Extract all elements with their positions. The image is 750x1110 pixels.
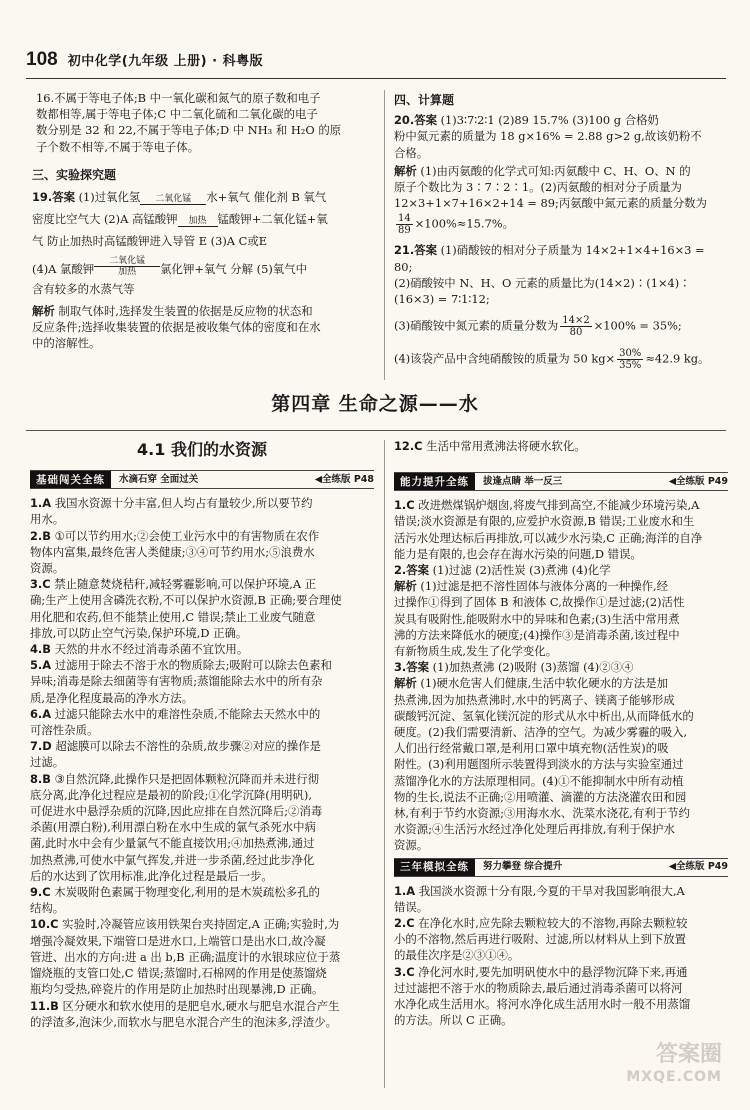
banner-slogan: 拔逢点睛 举一反三 xyxy=(483,475,563,487)
text-line: 用化肥和农药,但不能禁止使用,C 错误;禁止工业废气随意 xyxy=(30,609,316,624)
reaction-arrow xyxy=(94,256,160,277)
item-number: 1.A xyxy=(30,496,52,511)
denominator: 35% xyxy=(619,360,642,372)
text-line xyxy=(30,916,374,932)
answer-list xyxy=(394,883,728,1029)
item-number: 1.C xyxy=(394,498,415,513)
denominator: 80 xyxy=(569,327,583,339)
text-line: 沸的方法来降低水的硬度;(4)操作③是消毒杀菌,该过程中 xyxy=(394,627,680,642)
text-line: 后的水达到了饮用标准,此净化过程是最后一步。 xyxy=(30,868,273,883)
reaction-condition: 二氧化锰 xyxy=(155,194,192,205)
text-line: 管进、出水的方向:进 a 出 b,B 正确;温度计的水银球应位于蒸 xyxy=(30,949,341,964)
text-line: 反应条件;选择收集装置的依据是被收集气体的密度和在水 xyxy=(32,320,321,335)
text-line: 杀菌(用漂白粉),利用漂白粉在水中生成的氯气杀死水中病 xyxy=(30,820,316,835)
text-line: 的浮渣多,泡沫少,而软水与肥皂水混合产生的泡沫多,浮渣少。 xyxy=(30,1014,338,1029)
text-line xyxy=(30,738,374,754)
watermark xyxy=(626,1044,722,1088)
section-banner xyxy=(394,858,728,877)
text-line: 有新物质生成,发生了化学变化。 xyxy=(394,644,558,659)
text-line: 可溶性杂质。 xyxy=(30,723,99,738)
question-number: 20. xyxy=(394,113,415,128)
text-line: 炭具有吸附性,能吸附水中的异味和色素;(3)生活中常用煮 xyxy=(394,611,680,626)
text-line: 水净化成生活用水。将河水净化成生活用水时一般不用蒸馏 xyxy=(394,997,691,1012)
banner-tag: 三年模拟全练 xyxy=(394,859,475,876)
item-number: 解析 xyxy=(394,676,417,691)
column-divider xyxy=(384,440,385,1088)
text-line xyxy=(394,883,728,899)
item-number: 3.C xyxy=(394,964,415,979)
answer-label: 答案 xyxy=(52,190,75,205)
answer-item xyxy=(394,497,728,562)
text-line: 资源。 xyxy=(30,561,65,576)
numerator: 14 xyxy=(398,213,411,225)
q19-answer xyxy=(32,189,374,351)
item-number: 8.B xyxy=(30,771,51,786)
text-span: (1)硬水危害人们健康,生活中软化硬水的方法是加 xyxy=(420,676,668,691)
section-banner xyxy=(394,472,728,491)
text-line: 原子个数比为 3∶7∶2∶1。(2)丙氨酸的相对分子质量为 xyxy=(394,180,682,195)
text-line: 活污水处理达标后再排放,可以减少水污染,C 正确;海洋的自净 xyxy=(394,530,703,545)
answer-item xyxy=(30,495,374,527)
item-number: 2.答案 xyxy=(394,563,430,578)
answer-item xyxy=(30,657,374,706)
answer-item xyxy=(30,706,374,738)
answer-item xyxy=(394,675,728,853)
text-span: 制取气体时,选择发生装置的依据是反应物的状态和 xyxy=(58,303,313,318)
text-line: 硬度。(2)我们需要清新、洁净的空气。为减少雾霾的吸入, xyxy=(394,725,688,740)
text-line xyxy=(30,641,374,657)
text-span: (1)过滤 (2)活性炭 (3)煮沸 (4)化学 xyxy=(432,563,611,578)
answer-list xyxy=(394,497,728,853)
text-span: 我国水资源十分丰富,但人均占有量较少,所以要节约 xyxy=(54,496,313,511)
text-line xyxy=(394,659,728,675)
text-line: 含有较多的水蒸气等 xyxy=(32,281,135,296)
text-line xyxy=(394,497,728,513)
reaction-condition: 加热 xyxy=(118,266,137,277)
column-divider xyxy=(384,90,385,380)
text-line: 过操作①得到了固体 B 和液体 C,故操作①是过滤;(2)活性 xyxy=(394,595,685,610)
text-span: 生活中常用煮沸法将硬水软化。 xyxy=(426,439,586,453)
question-number: 21. xyxy=(394,243,415,258)
item-number: 11.B xyxy=(30,998,59,1013)
chapter-rule xyxy=(26,430,726,431)
text-line: 的方法。所以 C 正确。 xyxy=(394,1013,513,1028)
text-line xyxy=(394,964,728,980)
text-span: 实验时,冷凝管应该用铁架台夹持固定,A 正确;实验时,为 xyxy=(62,917,340,932)
top-left-column xyxy=(32,90,374,351)
banner-slogan: 努力攀登 综合提升 xyxy=(483,861,563,873)
fraction xyxy=(617,348,643,371)
text-line: 合格。 xyxy=(394,145,429,160)
q20-answer xyxy=(394,112,726,236)
section-banner xyxy=(30,470,374,489)
text-line: (2)硝酸铵中 N、H、O 元素的质量比为(14×2)∶(1×4)∶ xyxy=(394,275,691,290)
page-header xyxy=(26,49,264,70)
answer-item xyxy=(30,738,374,770)
denominator: 89 xyxy=(398,225,411,237)
banner-tag: 基础闯关全练 xyxy=(30,471,111,488)
item-number: 12.C xyxy=(394,439,423,453)
answer-item xyxy=(30,916,374,997)
text-span: 锰酸钾+二氧化锰+氧 xyxy=(217,212,328,227)
text-line xyxy=(30,495,374,511)
text-line: 异味;消毒是除去细菌等有害物质;蒸馏能除去水中的所有杂 xyxy=(30,674,323,689)
text-span: (3)硝酸铵中氮元素的质量分数为 xyxy=(394,318,559,333)
banner-tag: 能力提升全练 xyxy=(394,473,475,490)
text-span: (4)该袋产品中含纯硝酸铵的质量为 50 kg× xyxy=(394,351,616,366)
text-line: 底分离,此净化过程应是最初的阶段;①化学沉降(用明矾), xyxy=(30,787,312,802)
text-span: (1)过滤是把不溶性固体与液体分离的一种操作,经 xyxy=(420,579,668,594)
text-span: (1)过氧化氢 xyxy=(78,190,141,205)
analysis-label: 解析 xyxy=(394,163,417,178)
answer-item xyxy=(394,562,728,578)
section-title-experiment: 三、实验探究题 xyxy=(32,167,117,182)
text-line: 用水。 xyxy=(30,512,65,527)
text-span: 水+氧气 催化剂 B 氧气 xyxy=(206,190,327,205)
text-line: 人们出行经常戴口罩,是利用口罩中填充物(活性炭)的吸 xyxy=(394,741,669,756)
text-span: 过滤用于除去不溶于水的物质除去;吸附可以除去色素和 xyxy=(54,658,332,673)
item-number: 2.B xyxy=(30,528,51,543)
text-line xyxy=(30,528,374,544)
text-line: 菌,此时水中会有少量氯气不能直接饮用;④加热煮沸,通过 xyxy=(30,836,315,851)
left-column xyxy=(30,436,374,1096)
book-title: 初中化学(九年级 上册) · 科粤版 xyxy=(67,54,264,69)
text-span: 禁止随意焚烧秸秆,减轻雾霾影响,可以保护环境,A 正 xyxy=(54,577,317,592)
answer-item xyxy=(394,915,728,964)
text-line: 附性。(3)利用题图所示装置得到淡水的方法与实验室通过 xyxy=(394,757,684,772)
text-line: 瓶均匀受热,碎瓷片的作用是防止加热时出现暴沸,D 正确。 xyxy=(30,982,324,997)
text-line: 可促进水中悬浮杂质的沉降,因此应排在自然沉降后;②消毒 xyxy=(30,804,323,819)
text-span: 天然的井水不经过消毒杀菌不宜饮用。 xyxy=(54,642,249,657)
text-line xyxy=(394,578,728,594)
text-line xyxy=(394,562,728,578)
text-line: 加热煮沸,可使水中氯气挥发,并进一步杀菌,经过此步净化 xyxy=(30,852,315,867)
text-span: ×100% = 35%; xyxy=(593,318,682,333)
answer-item xyxy=(30,576,374,641)
text-line: 物体内富集,最终危害人类健康;③④可节约用水;⑤浪费水 xyxy=(30,544,315,559)
answer-item xyxy=(394,883,728,915)
text-span: ≈42.9 kg。 xyxy=(645,351,710,366)
text-line xyxy=(30,771,374,787)
text-line xyxy=(30,576,374,592)
text-span: 改进燃煤锅炉烟囱,将废气排到高空,不能减少环境污染,A xyxy=(418,498,700,513)
text-line xyxy=(30,706,374,722)
item-number: 10.C xyxy=(30,917,59,932)
text-span: ③自然沉降,此操作只是把固体颗粒沉降而并未进行彻 xyxy=(54,771,319,786)
banner-page-ref: ◀全练版 P49 xyxy=(668,861,728,873)
item-number: 6.A xyxy=(30,706,52,721)
text-line: 粉中氮元素的质量为 18 g×16% = 2.88 g>2 g,故该奶粉不 xyxy=(394,129,702,144)
answer-item xyxy=(30,771,374,884)
banner-slogan: 水滴石穿 全面过关 xyxy=(119,473,199,485)
text-line: 物的生长,说法不正确;②用喷灌、滴灌的方法浇灌农田和园 xyxy=(394,789,687,804)
answer-item xyxy=(394,578,728,659)
text-line: 水资源;④生活污水经过净化处理后再排放,有利于保护水 xyxy=(394,822,675,837)
q21-answer xyxy=(394,242,726,371)
analysis-label: 解析 xyxy=(32,303,55,318)
text-span: ①可以节约用水;②会使工业污水中的有害物质在农作 xyxy=(54,528,320,543)
answer-item xyxy=(30,998,374,1030)
text-line xyxy=(30,657,374,673)
text-span: 氯化钾+氧气 分解 (5)氧气中 xyxy=(160,261,307,276)
item-number: 5.A xyxy=(30,658,52,673)
text-span: ×100%≈15.7%。 xyxy=(414,216,514,231)
item-number: 3.C xyxy=(30,577,51,592)
text-span: 密度比空气大 (2)A 高锰酸钾 xyxy=(32,212,178,227)
item-number: 2.C xyxy=(394,916,415,931)
text-line: 确;生产上使用含磷洗衣粉,不可以保护水资源,B 正确;要合理使 xyxy=(30,593,342,608)
item-number: 3.答案 xyxy=(394,660,430,675)
text-span: 超滤膜可以除去不溶性的杂质,故步骤②对应的操作是 xyxy=(55,739,321,754)
answer-item xyxy=(394,659,728,675)
answer-item xyxy=(394,964,728,1029)
text-line xyxy=(30,884,374,900)
text-line: 热煮沸,因为加热煮沸时,水中的钙离子、镁离子能够形成 xyxy=(394,692,675,707)
text-line xyxy=(394,915,728,931)
answer-item xyxy=(30,528,374,577)
text-line: 增强冷凝效果,下端管口是进水口,上端管口是出水口,故冷凝 xyxy=(30,933,326,948)
text-line: 排放,可以防止空气污染,保护环境,D 正确。 xyxy=(30,625,248,640)
reaction-condition: 二氧化锰 xyxy=(109,255,146,266)
text-line xyxy=(394,675,728,691)
top-right-column xyxy=(394,90,726,371)
watermark-text: 答案圈 xyxy=(655,1042,722,1067)
fraction xyxy=(560,315,591,338)
text-line: 子个数不相等,不属于等电子体。 xyxy=(36,139,200,154)
text-span: 过滤只能除去水中的难溶性杂质,不能除去天然水中的 xyxy=(54,706,321,721)
text-span: 木炭吸附色素属于物理变化,利用的是木炭疏松多孔的 xyxy=(54,885,320,900)
banner-page-ref: ◀全练版 P49 xyxy=(668,475,728,487)
numerator: 14×2 xyxy=(562,315,590,327)
reaction-condition: 加热 xyxy=(188,216,207,227)
right-column xyxy=(394,436,728,1096)
item-number: 7.D xyxy=(30,739,52,754)
text-line: 质,是净化程度最高的净水方法。 xyxy=(30,690,194,705)
watermark-url: MXQE.COM xyxy=(626,1069,722,1085)
text-line: 12×3+1×7+16×2+14 = 89;丙氨酸中氮元素的质量分数为 xyxy=(394,196,707,211)
text-line: 错误;淡水资源是有限的,应爱护水资源,B 错误;工业废水和生 xyxy=(394,514,695,529)
text-line xyxy=(30,998,374,1014)
section-title-calc: 四、计算题 xyxy=(394,93,455,107)
question-number: 19. xyxy=(32,190,53,205)
chapter-title: 第四章 生命之源——水 xyxy=(271,393,479,415)
text-line: 蒸馏净化水的方法原理相同。(4)①不能抑制水中所有动植 xyxy=(394,773,684,788)
item-number: 1.A xyxy=(394,883,416,898)
item-number: 4.B xyxy=(30,642,51,657)
page-number: 108 xyxy=(26,49,58,70)
text-line: 的最佳次序是②③①④。 xyxy=(394,948,520,963)
answer-list xyxy=(30,495,374,1030)
text-line: 错误。 xyxy=(394,899,429,914)
text-line: 数分别是 32 和 22,不属于等电子体;D 中 NH₃ 和 H₂O 的原 xyxy=(36,123,342,138)
text-line: 碳酸钙沉淀、氢氧化镁沉淀的形式从水中析出,从而降低水的 xyxy=(394,708,694,723)
banner-page-ref: ◀全练版 P48 xyxy=(314,473,374,485)
fraction xyxy=(396,213,413,236)
item-number: 解析 xyxy=(394,579,417,594)
item-number: 9.C xyxy=(30,885,51,900)
text-line: 小的不溶物,然后再进行吸附、过滤,所以材料从上到下放置 xyxy=(394,932,687,947)
numerator: 30% xyxy=(619,348,642,360)
text-span: 净化河水时,要先加明矾使水中的悬浮物沉降下来,再通 xyxy=(418,964,688,979)
text-span: (1)加热煮沸 (2)吸附 (3)蒸馏 (4)②③④ xyxy=(432,660,634,675)
text-line: 过滤。 xyxy=(30,755,65,770)
answer-item xyxy=(30,884,374,916)
text-line: 资源。 xyxy=(394,838,429,853)
lesson-title: 4.1 我们的水资源 xyxy=(137,440,267,459)
text-span: (4)A 氯酸钾 xyxy=(32,261,95,276)
text-line: 气 防止加热时高锰酸钾进入导管 E (3)A C或E xyxy=(32,234,268,249)
answer-label: 答案 xyxy=(414,243,437,258)
text-line: 中的溶解性。 xyxy=(32,336,101,351)
text-line: 过过滤把不溶于水的物质除去,最后通过消毒杀菌可以将河 xyxy=(394,980,683,995)
text-line: 数都相等,属于等电子体;C 中二氧化硫和二氧化碳的电子 xyxy=(36,107,318,122)
answer-item xyxy=(30,641,374,657)
text-line: (16×3) = 7∶1∶12; xyxy=(394,292,490,307)
text-span: 在净化水时,应先除去颗粒较大的不溶物,再除去颗粒较 xyxy=(418,916,688,931)
text-line: 16.不属于等电子体;B 中一氧化碳和氮气的原子数和电子 xyxy=(36,91,321,105)
header-rule xyxy=(26,78,726,79)
q16-continued xyxy=(32,90,374,155)
text-line: 结构。 xyxy=(30,901,65,916)
text-span: (1)由丙氨酸的化学式可知:丙氨酸中 C、H、O、N 的 xyxy=(420,163,691,178)
text-span: (1)硝酸铵的相对分子质量为 14×2+1×4+16×3 = 80; xyxy=(394,243,705,274)
answer-item xyxy=(394,438,728,454)
reaction-arrow xyxy=(178,216,218,227)
text-line: 馏烧瓶的支管口处,C 错误;蒸馏时,石棉网的作用是使蒸馏烧 xyxy=(30,966,327,981)
text-span: 区分硬水和软水使用的是肥皂水,硬水与肥皂水混合产生 xyxy=(62,998,340,1013)
reaction-arrow xyxy=(140,194,206,205)
text-line: 能力是有限的,也会存在海水污染的问题,D 错误。 xyxy=(394,546,642,561)
answer-label: 答案 xyxy=(414,113,437,128)
text-line: 林,有利于节约水资源;③用海水水、洗菜水浇花,有利于节约 xyxy=(394,806,690,821)
text-span: (1)3∶7∶2∶1 (2)89 15.7% (3)100 g 合格奶 xyxy=(440,113,659,128)
text-span: 我国淡水资源十分有限,今夏的干旱对我国影响很大,A xyxy=(418,883,685,898)
